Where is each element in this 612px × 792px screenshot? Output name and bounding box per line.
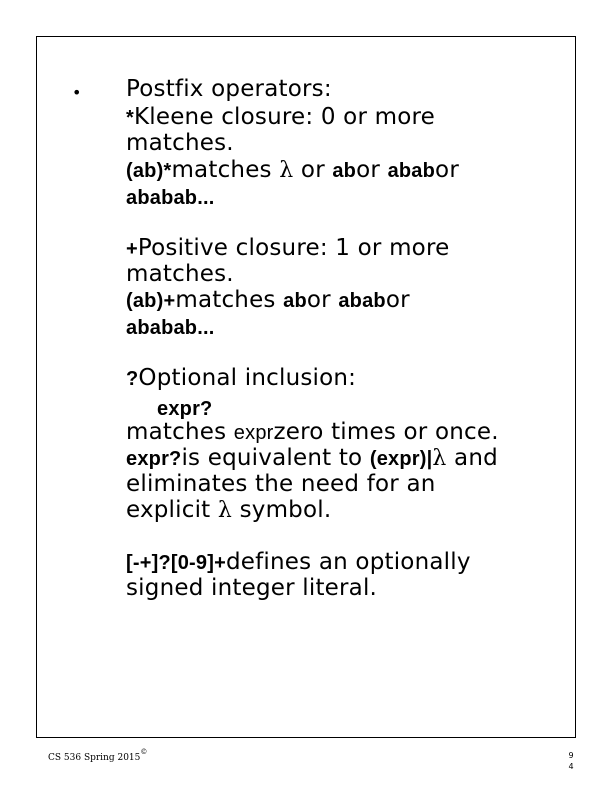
footer-course: CS 536 Spring 2015© — [48, 748, 148, 763]
integer-line-1: [-+]?[0-9]+defines an optionally — [126, 549, 471, 575]
kleene-example: (ab)*matches λ or abor ababor — [126, 157, 459, 183]
positive-example: (ab)+matches abor ababor — [126, 287, 410, 313]
optional-line-3: eliminates the need for an — [126, 471, 436, 497]
optional-line-4: explicit λ symbol. — [126, 497, 332, 523]
optional-line-2: expr?is equivalent to (expr)|λ and — [126, 445, 498, 471]
positive-title-2: matches. — [126, 261, 234, 287]
positive-example-2: ababab... — [126, 317, 215, 339]
page-number: 9 4 — [568, 751, 574, 771]
optional-title: ?Optional inclusion: — [126, 365, 357, 391]
bullet: • — [72, 83, 82, 102]
integer-line-2: signed integer literal. — [126, 575, 378, 601]
positive-title: +Positive closure: 1 or more — [126, 235, 450, 261]
copyright-symbol: © — [140, 748, 148, 756]
kleene-title-2: matches. — [126, 130, 234, 156]
kleene-example-2: ababab... — [126, 187, 215, 209]
optional-expr: expr? — [157, 398, 213, 420]
optional-line-1: matches exprzero times or once. — [126, 419, 499, 445]
heading: Postfix operators: — [126, 76, 332, 102]
kleene-title: *Kleene closure: 0 or more — [126, 104, 435, 130]
